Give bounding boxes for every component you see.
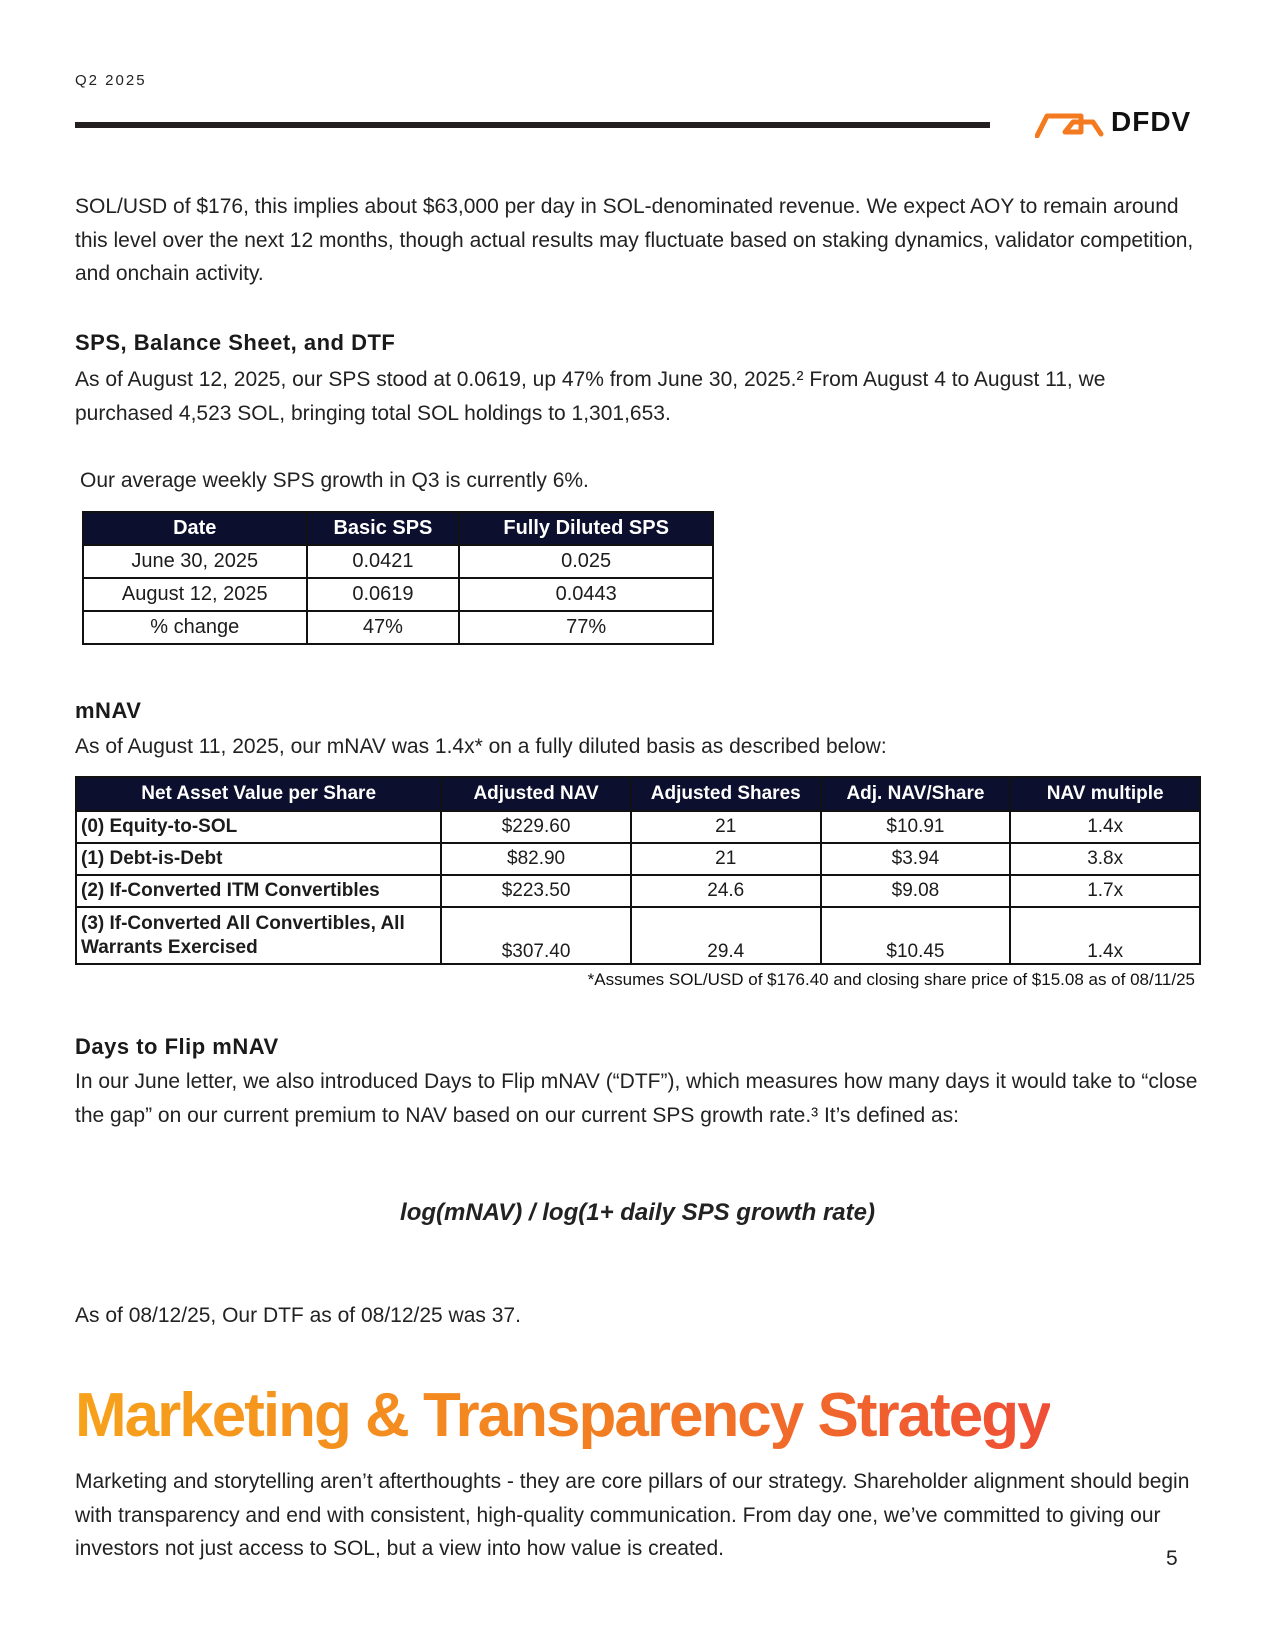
nav-col-header: NAV multiple <box>1010 777 1200 811</box>
dtf-heading: Days to Flip mNAV <box>75 1034 279 1059</box>
table-cell: 3.8x <box>1010 843 1200 875</box>
table-row <box>83 578 713 611</box>
table-cell: 1.4x <box>1010 811 1200 843</box>
table-cell: 0.0443 <box>459 578 713 611</box>
table-cell: $82.90 <box>441 843 631 875</box>
page-number: 5 <box>1166 1547 1178 1570</box>
table-row <box>76 811 1200 843</box>
table-cell: $229.60 <box>441 811 631 843</box>
nav-col-header: Adj. NAV/Share <box>821 777 1011 811</box>
table-cell: June 30, 2025 <box>83 545 307 578</box>
table-cell: 1.4x <box>1010 907 1200 964</box>
table-cell: (3) If-Converted All Convertibles, All Warrants Exercised <box>76 907 441 964</box>
sps-col-header: Fully Diluted SPS <box>459 512 713 545</box>
table-cell: 0.0619 <box>307 578 460 611</box>
table-cell: $10.91 <box>821 811 1011 843</box>
table-cell: 29.4 <box>631 907 821 964</box>
sps-table-header-row <box>83 512 713 545</box>
nav-col-header: Adjusted NAV <box>441 777 631 811</box>
table-row <box>83 545 713 578</box>
nav-table-header-row <box>76 777 1200 811</box>
table-cell: $10.45 <box>821 907 1011 964</box>
intro-paragraph: SOL/USD of $176, this implies about $63,000 per day in SOL-denominated revenue. We expect AOY to remain around this level over the next 12 months, though actual results may fluctuate based on staking dynamics, validator competition, and onchain activity. <box>75 195 1194 285</box>
marketing-title: Marketing & Transparency Strategy <box>75 1381 1050 1450</box>
table-row <box>83 611 713 644</box>
mnav-footnote: *Assumes SOL/USD of $176.40 and closing share price of $15.08 as of 08/11/25 <box>587 970 1195 989</box>
nav-col-header: Net Asset Value per Share <box>76 777 441 811</box>
table-row <box>76 907 1200 964</box>
table-cell: (1) Debt-is-Debt <box>76 843 441 875</box>
table-cell: 21 <box>631 811 821 843</box>
sps-col-header: Basic SPS <box>307 512 460 545</box>
nav-table <box>75 776 1201 965</box>
nav-col-header: Adjusted Shares <box>631 777 821 811</box>
table-cell: 77% <box>459 611 713 644</box>
table-cell: $9.08 <box>821 875 1011 907</box>
quarter-label: Q2 2025 <box>75 72 147 89</box>
mnav-heading: mNAV <box>75 698 142 723</box>
table-cell: August 12, 2025 <box>83 578 307 611</box>
dtf-paragraph: In our June letter, we also introduced Days to Flip mNAV (“DTF”), which measures how many days it would take to “close the gap” on our current premium to NAV based on our current SPS growth rate.³ It’s defined as: <box>75 1070 1198 1127</box>
table-cell: (0) Equity-to-SOL <box>76 811 441 843</box>
sps-col-header: Date <box>83 512 307 545</box>
table-cell: $307.40 <box>441 907 631 964</box>
sps-growth-note: Our average weekly SPS growth in Q3 is currently 6%. <box>80 469 589 492</box>
marketing-paragraph: Marketing and storytelling aren’t afterthoughts - they are core pillars of our strategy. Shareholder alignment should begin with transparency and end with consistent, high-quality communication. From day one, we’ve committed to giving our investors not just access to SOL, but a view into how value is created. <box>75 1470 1190 1560</box>
sps-table <box>82 511 714 645</box>
table-row <box>76 875 1200 907</box>
table-cell: 47% <box>307 611 460 644</box>
sps-paragraph: As of August 12, 2025, our SPS stood at 0.0619, up 47% from June 30, 2025.² From August 4 to August 11, we purchased 4,523 SOL, bringing total SOL holdings to 1,301,653. <box>75 368 1106 425</box>
table-cell: $3.94 <box>821 843 1011 875</box>
dfdv-logo-mark <box>1035 106 1105 138</box>
table-cell: 24.6 <box>631 875 821 907</box>
sps-heading: SPS, Balance Sheet, and DTF <box>75 330 396 355</box>
header-rule <box>75 122 990 128</box>
table-cell: 1.7x <box>1010 875 1200 907</box>
table-cell: % change <box>83 611 307 644</box>
table-cell: 0.0421 <box>307 545 460 578</box>
table-cell: (2) If-Converted ITM Convertibles <box>76 875 441 907</box>
table-cell: $223.50 <box>441 875 631 907</box>
mnav-paragraph: As of August 11, 2025, our mNAV was 1.4x* on a fully diluted basis as described below: <box>75 735 887 758</box>
dfdv-logo <box>1035 106 1195 138</box>
logo-text: DFDV <box>1111 106 1192 137</box>
table-row <box>76 843 1200 875</box>
table-cell: 21 <box>631 843 821 875</box>
table-cell: 0.025 <box>459 545 713 578</box>
dtf-result: As of 08/12/25, Our DTF as of 08/12/25 was 37. <box>75 1304 521 1327</box>
dtf-formula: log(mNAV) / log(1+ daily SPS growth rate) <box>400 1199 875 1226</box>
